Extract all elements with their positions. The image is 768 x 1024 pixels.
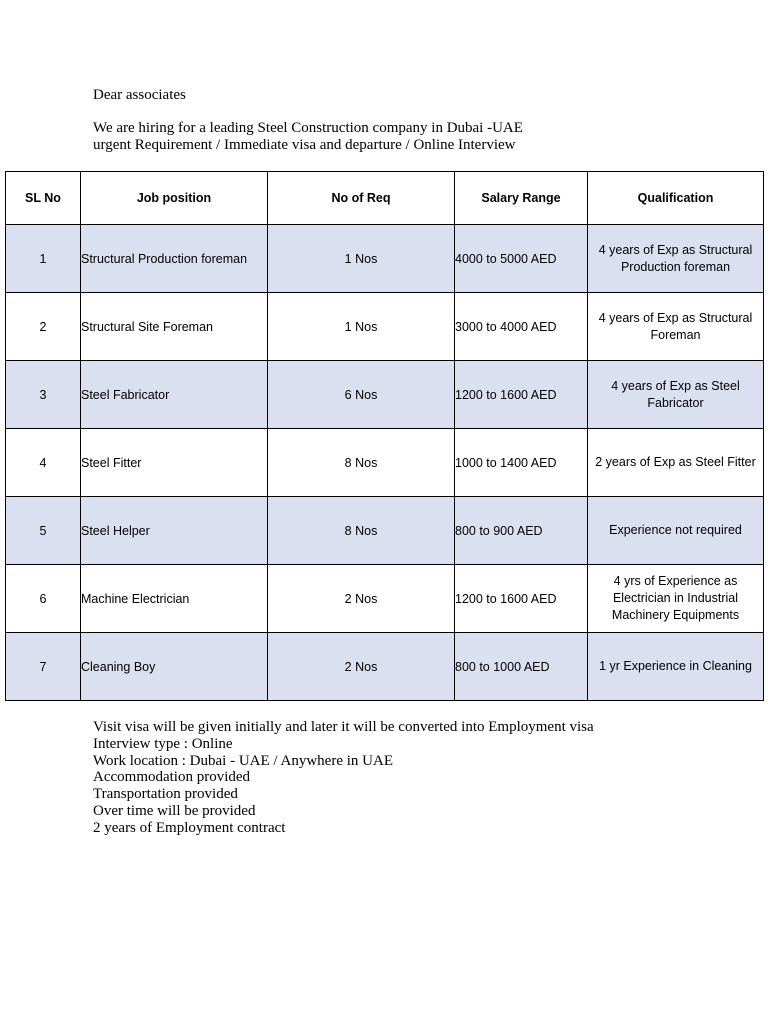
cell-job-position: Machine Electrician bbox=[81, 565, 268, 633]
cell-qualification: 2 years of Exp as Steel Fitter bbox=[588, 429, 764, 497]
greeting: Dear associates bbox=[93, 87, 186, 103]
header-qualification: Qualification bbox=[588, 172, 764, 225]
cell-job-position: Steel Helper bbox=[81, 497, 268, 565]
intro bbox=[93, 87, 693, 154]
cell-sl-no: 3 bbox=[6, 361, 81, 429]
cell-sl-no: 6 bbox=[6, 565, 81, 633]
note-work-location: Work location : Dubai - UAE / Anywhere in UAE bbox=[93, 752, 393, 769]
table-row bbox=[6, 497, 764, 565]
cell-qualification: 4 years of Exp as Steel Fabricator bbox=[588, 361, 764, 429]
cell-no-of-req: 8 Nos bbox=[268, 497, 455, 565]
cell-sl-no: 5 bbox=[6, 497, 81, 565]
cell-qualification: Experience not required bbox=[588, 497, 764, 565]
cell-salary-range: 1000 to 1400 AED bbox=[455, 429, 588, 497]
job-table bbox=[5, 171, 764, 701]
cell-no-of-req: 6 Nos bbox=[268, 361, 455, 429]
cell-job-position: Cleaning Boy bbox=[81, 633, 268, 701]
table-row bbox=[6, 565, 764, 633]
header-job-position: Job position bbox=[81, 172, 268, 225]
cell-no-of-req: 2 Nos bbox=[268, 565, 455, 633]
note-contract: 2 years of Employment contract bbox=[93, 819, 286, 836]
header-no-of-req: No of Req bbox=[268, 172, 455, 225]
cell-salary-range: 4000 to 5000 AED bbox=[455, 225, 588, 293]
table-row bbox=[6, 225, 764, 293]
cell-sl-no: 7 bbox=[6, 633, 81, 701]
cell-sl-no: 1 bbox=[6, 225, 81, 293]
table-row bbox=[6, 633, 764, 701]
cell-salary-range: 1200 to 1600 AED bbox=[455, 565, 588, 633]
cell-sl-no: 2 bbox=[6, 293, 81, 361]
cell-no-of-req: 1 Nos bbox=[268, 293, 455, 361]
cell-qualification: 4 years of Exp as Structural Production foreman bbox=[588, 225, 764, 293]
note-accommodation: Accommodation provided bbox=[93, 769, 251, 786]
cell-job-position: Structural Site Foreman bbox=[81, 293, 268, 361]
cell-no-of-req: 8 Nos bbox=[268, 429, 455, 497]
cell-sl-no: 4 bbox=[6, 429, 81, 497]
cell-salary-range: 800 to 1000 AED bbox=[455, 633, 588, 701]
cell-qualification: 4 years of Exp as Structural Foreman bbox=[588, 293, 764, 361]
header-sl-no: SL No bbox=[6, 172, 81, 225]
cell-job-position: Steel Fitter bbox=[81, 429, 268, 497]
note-visa: Visit visa will be given initially and later it will be converted into Employment visa bbox=[93, 719, 594, 735]
cell-salary-range: 3000 to 4000 AED bbox=[455, 293, 588, 361]
cell-no-of-req: 2 Nos bbox=[268, 633, 455, 701]
cell-no-of-req: 1 Nos bbox=[268, 225, 455, 293]
cell-qualification: 4 yrs of Experience as Electrician in Industrial Machinery Equipments bbox=[588, 565, 764, 633]
table-row bbox=[6, 361, 764, 429]
header-salary-range: Salary Range bbox=[455, 172, 588, 225]
hiring-line: We are hiring for a leading Steel Construction company in Dubai -UAE bbox=[93, 120, 523, 136]
note-overtime: Over time will be provided bbox=[93, 802, 256, 819]
table-row bbox=[6, 293, 764, 361]
cell-job-position: Steel Fabricator bbox=[81, 361, 268, 429]
cell-salary-range: 800 to 900 AED bbox=[455, 497, 588, 565]
cell-qualification: 1 yr Experience in Cleaning bbox=[588, 633, 764, 701]
cell-job-position: Structural Production foreman bbox=[81, 225, 268, 293]
table-row bbox=[6, 429, 764, 497]
notes bbox=[93, 719, 733, 837]
table-header-row bbox=[6, 172, 764, 225]
note-transportation: Transportation provided bbox=[93, 786, 238, 803]
cell-salary-range: 1200 to 1600 AED bbox=[455, 361, 588, 429]
note-interview-type: Interview type : Online bbox=[93, 735, 233, 752]
requirement-line: urgent Requirement / Immediate visa and departure / Online Interview bbox=[93, 137, 516, 153]
